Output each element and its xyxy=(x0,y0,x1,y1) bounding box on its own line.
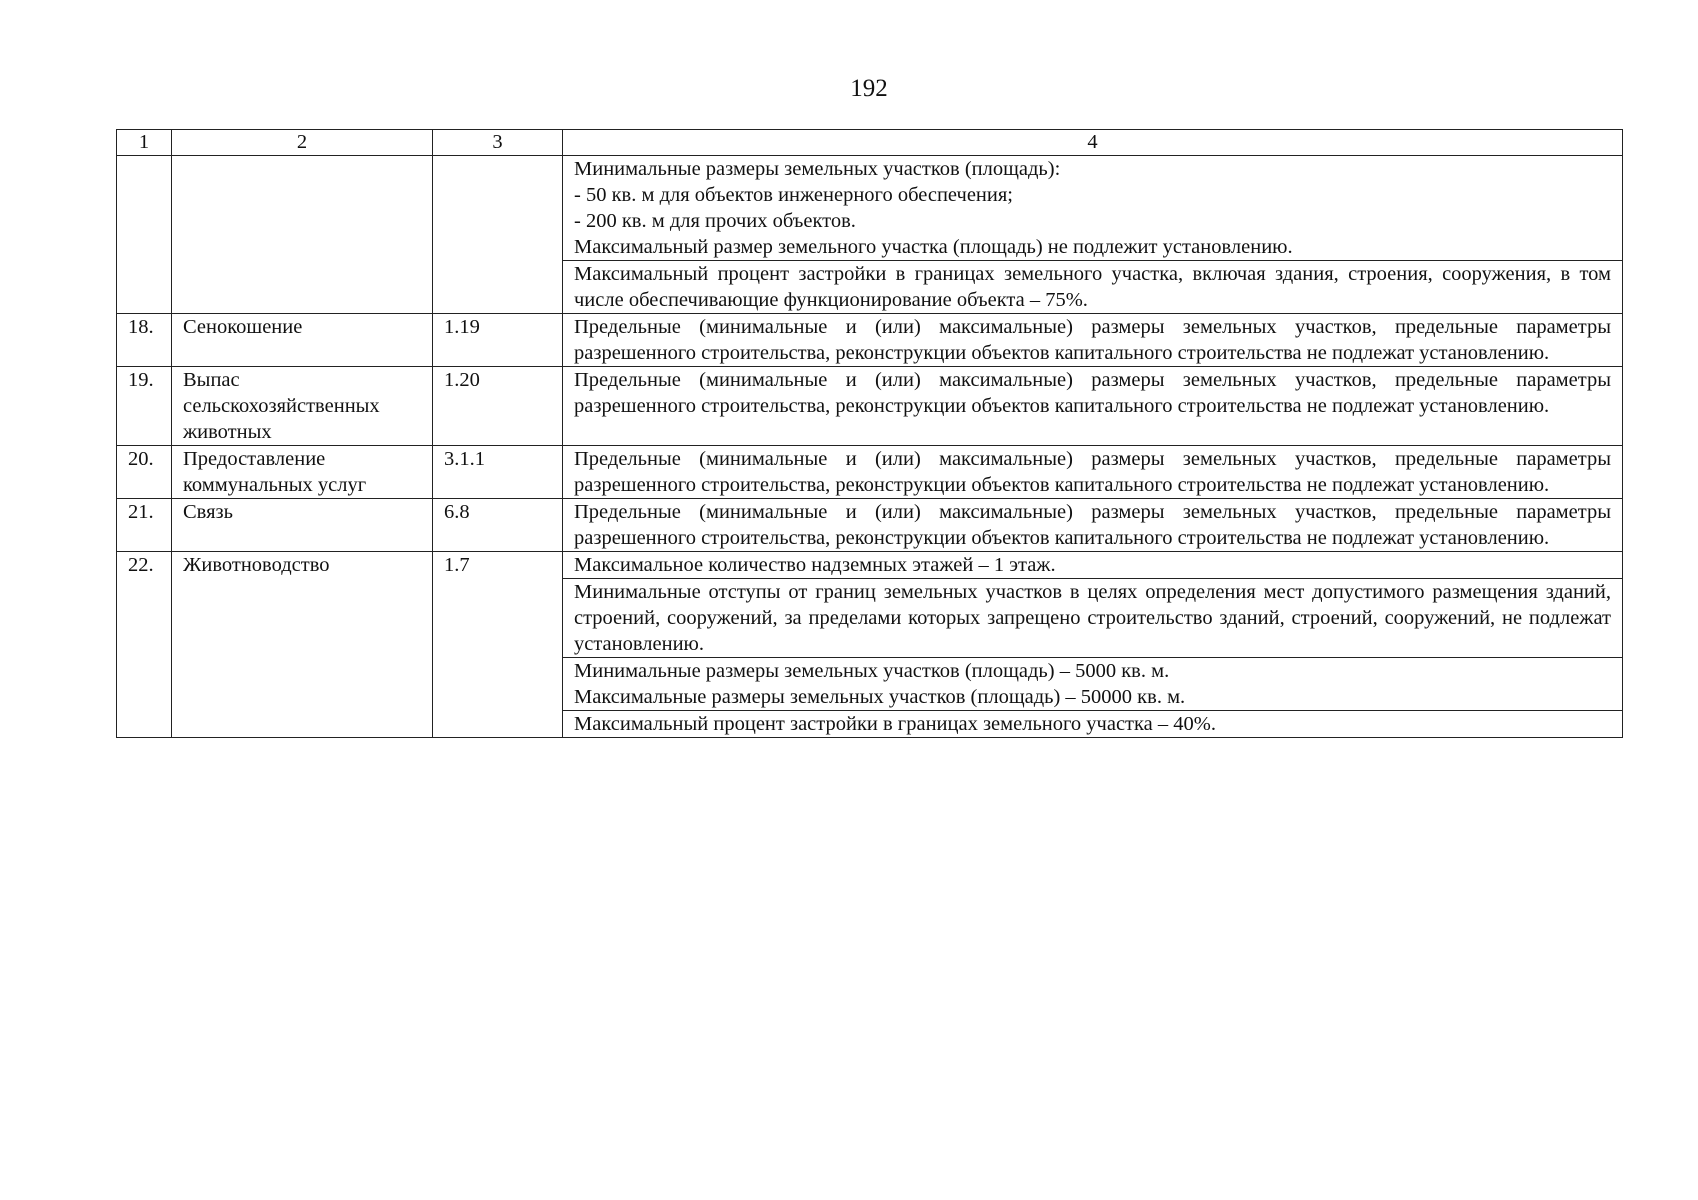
column-number-1: 1 xyxy=(117,130,172,156)
use-code: 6.8 xyxy=(433,499,563,552)
parameters-cell: Предельные (минимальные и (или) максимальные) размеры земельных участков, предельные параметры разрешенного строительства, реконструкции объектов капитального строительства не подлежат установлению. xyxy=(563,499,1623,552)
column-number-3: 3 xyxy=(433,130,563,156)
use-code: 1.7 xyxy=(433,552,563,738)
parameters-cell: Максимальное количество надземных этажей – 1 этаж. xyxy=(563,552,1623,579)
parameters-cell xyxy=(563,156,1623,261)
table-row xyxy=(117,446,1623,499)
row-number: 22. xyxy=(117,552,172,738)
row-number: 21. xyxy=(117,499,172,552)
column-number-4: 4 xyxy=(563,130,1623,156)
parameters-line: Минимальные размеры земельных участков (площадь) – 5000 кв. м. xyxy=(574,660,1170,682)
use-name: Сенокошение xyxy=(172,314,433,367)
row-number: 18. xyxy=(117,314,172,367)
use-code: 1.20 xyxy=(433,367,563,446)
parameters-line: - 200 кв. м для прочих объектов. xyxy=(574,210,856,232)
parameters-cell: Максимальный процент застройки в границах земельного участка – 40%. xyxy=(563,711,1623,738)
column-number-row xyxy=(117,130,1623,156)
use-code-cell xyxy=(433,156,563,314)
page-number: 192 xyxy=(850,75,888,102)
use-code: 1.19 xyxy=(433,314,563,367)
table-row xyxy=(117,156,1623,261)
column-number-2: 2 xyxy=(172,130,433,156)
use-name: Животноводство xyxy=(172,552,433,738)
regulations-table xyxy=(116,129,1623,738)
parameters-cell: Минимальные отступы от границ земельных участков в целях определения мест допустимого размещения зданий, строений, сооружений, за пределами которых запрещено строительство зданий, строений, сооружений, не подлежат установлению. xyxy=(563,579,1623,658)
parameters-line: Максимальный размер земельного участка (площадь) не подлежит установлению. xyxy=(574,236,1293,258)
parameters-cell: Предельные (минимальные и (или) максимальные) размеры земельных участков, предельные параметры разрешенного строительства, реконструкции объектов капитального строительства не подлежат установлению. xyxy=(563,314,1623,367)
use-name-cell xyxy=(172,156,433,314)
table-row xyxy=(117,499,1623,552)
table-row xyxy=(117,367,1623,446)
row-number: 20. xyxy=(117,446,172,499)
parameters-cell xyxy=(563,658,1623,711)
parameters-line: Максимальные размеры земельных участков (площадь) – 50000 кв. м. xyxy=(574,686,1186,708)
parameters-cell: Предельные (минимальные и (или) максимальные) размеры земельных участков, предельные параметры разрешенного строительства, реконструкции объектов капитального строительства не подлежат установлению. xyxy=(563,446,1623,499)
parameters-line: Минимальные размеры земельных участков (площадь): xyxy=(574,158,1061,180)
row-number: 19. xyxy=(117,367,172,446)
use-name: Предоставление коммунальных услуг xyxy=(172,446,433,499)
table-row xyxy=(117,314,1623,367)
use-name: Выпас сельскохозяйственных животных xyxy=(172,367,433,446)
parameters-line: - 50 кв. м для объектов инженерного обеспечения; xyxy=(574,184,1013,206)
use-name: Связь xyxy=(172,499,433,552)
table-row xyxy=(117,552,1623,579)
row-number-cell xyxy=(117,156,172,314)
parameters-cell: Максимальный процент застройки в границах земельного участка, включая здания, строения, сооружения, в том числе обеспечивающие функционирование объекта – 75%. xyxy=(563,261,1623,314)
use-code: 3.1.1 xyxy=(433,446,563,499)
parameters-cell: Предельные (минимальные и (или) максимальные) размеры земельных участков, предельные параметры разрешенного строительства, реконструкции объектов капитального строительства не подлежат установлению. xyxy=(563,367,1623,446)
